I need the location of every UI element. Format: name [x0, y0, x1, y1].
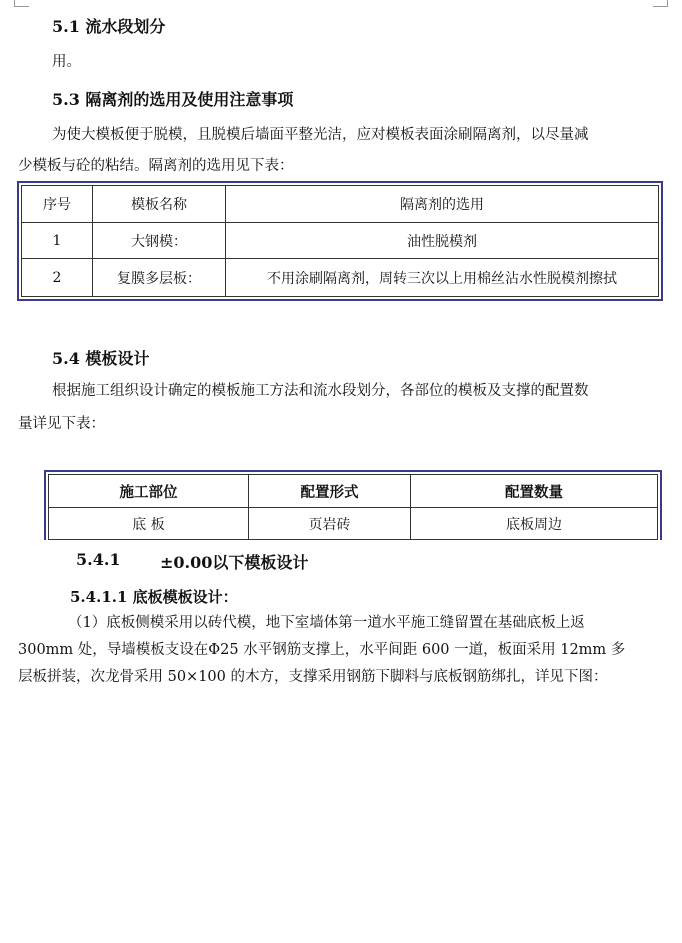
table-cell: 1: [22, 223, 93, 259]
heading-5-4-1-1: 5.4.1.1 底板模板设计：: [70, 588, 238, 606]
table-header-cell: 隔离剂的选用: [226, 186, 659, 223]
paragraph-5-4-1-1-line1: （1）底板侧模采用以砖代模，地下室墙体第一道水平施工缝留置在基础底板上返: [68, 615, 585, 631]
table-header-row: [22, 186, 659, 223]
paragraph-5-3-line1: 为使大模板便于脱模，且脱模后墙面平整光洁，应对模板表面涂刷隔离剂，以尽量减: [52, 127, 589, 143]
paragraph-5-4-1-1-line2: 300mm 处，导墙模板支设在Φ25 水平钢筋支撑上，水平间距 600 一道，板面采用 12mm 多: [18, 642, 626, 658]
table-row: [22, 223, 659, 259]
paragraph-5-3-line2: 少模板与砼的粘结。隔离剂的选用见下表：: [18, 158, 294, 174]
table-cell: 2: [22, 259, 93, 297]
table-cell: 大钢模：: [93, 223, 226, 259]
table-header-cell: 模板名称: [93, 186, 226, 223]
paragraph-5-1-tail: 用。: [52, 54, 81, 70]
table-header-cell: 配置数量: [411, 475, 658, 508]
table-row: [49, 508, 658, 540]
table-header-cell: 序号: [22, 186, 93, 223]
page-corner-mark-left: [14, 0, 29, 7]
formwork-config-table: [44, 470, 662, 540]
table-cell: 底板周边: [411, 508, 658, 540]
table-header-cell: 配置形式: [249, 475, 411, 508]
table-cell: 不用涂刷隔离剂，周转三次以上用棉丝沾水性脱模剂擦拭: [226, 259, 659, 297]
paragraph-5-4-line2: 量详见下表：: [18, 416, 105, 432]
table-cell: 油性脱模剂: [226, 223, 659, 259]
table-cell: 底 板: [49, 508, 249, 540]
heading-5-3: 5.3 隔离剂的选用及使用注意事项: [52, 90, 294, 109]
heading-5-4: 5.4 模板设计: [52, 349, 150, 368]
heading-5-4-1-title: ±0.00以下模板设计: [160, 553, 309, 572]
page-corner-mark-right: [653, 0, 668, 7]
paragraph-5-4-1-1-line3: 层板拼装，次龙骨采用 50×100 的木方，支撑采用钢筋下脚料与底板钢筋绑扎，详见下图：: [18, 669, 608, 685]
heading-5-1: 5.1 流水段划分: [52, 17, 166, 36]
table-row: [22, 259, 659, 297]
release-agent-table: [17, 181, 663, 301]
table-cell: 页岩砖: [249, 508, 411, 540]
heading-5-4-1-number: 5.4.1: [76, 550, 121, 569]
table-cell: 复膜多层板：: [93, 259, 226, 297]
table-header-row: [49, 475, 658, 508]
paragraph-5-4-line1: 根据施工组织设计确定的模板施工方法和流水段划分，各部位的模板及支撑的配置数: [52, 383, 589, 399]
table-header-cell: 施工部位: [49, 475, 249, 508]
